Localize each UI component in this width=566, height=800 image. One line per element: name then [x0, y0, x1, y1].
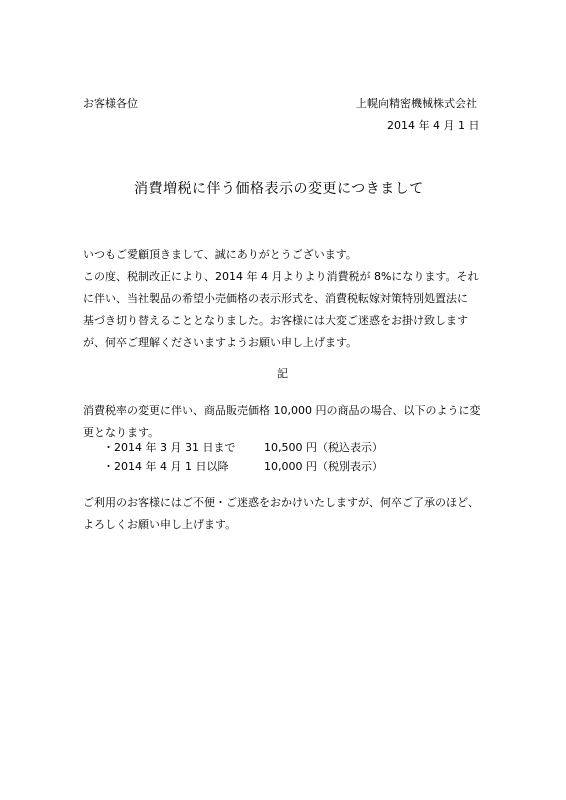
intro-line: に伴い、当社製品の希望小売価格の表示形式を、消費税転嫁対策特別処置法に — [83, 292, 468, 305]
closing-line: よろしくお願い申し上げます。 — [83, 518, 237, 531]
intro-line: いつもご愛顧頂きまして、誠にありがとうございます。 — [83, 248, 357, 261]
addressee: お客様各位 — [83, 97, 138, 110]
intro-line: この度、税制改正により、2014 年 4 月よりより消費税が 8%になります。それ — [83, 270, 479, 283]
closing-line: ご利用のお客様にはご不便・ご迷惑をおかけいたしますが、何卒ご了承のほど、 — [83, 496, 479, 509]
intro-line: が、何卒ご理解くださいますようお願い申し上げます。 — [83, 336, 358, 349]
intro-line: 基づき切り替えることとなりました。お客様には大変ご迷惑をお掛け致します — [83, 314, 468, 327]
price-value: 10,000 円（税別表示） — [264, 460, 383, 473]
price-period: ・2014 年 3 月 31 日まで — [103, 441, 236, 454]
company-name: 上幌向精密機械株式会社 — [356, 97, 477, 110]
ki-heading: 記 — [277, 367, 288, 380]
price-value: 10,500 円（税込表示） — [264, 441, 383, 454]
document-title: 消費増税に伴う価格表示の変更につきまして — [134, 181, 424, 197]
detail-line: 更となります。 — [83, 426, 160, 439]
price-period: ・2014 年 4 月 1 日以降 — [103, 460, 229, 473]
detail-line: 消費税率の変更に伴い、商品販売価格 10,000 円の商品の場合、以下のように変 — [83, 404, 481, 417]
notice-date: 2014 年 4 月 1 日 — [387, 119, 480, 132]
